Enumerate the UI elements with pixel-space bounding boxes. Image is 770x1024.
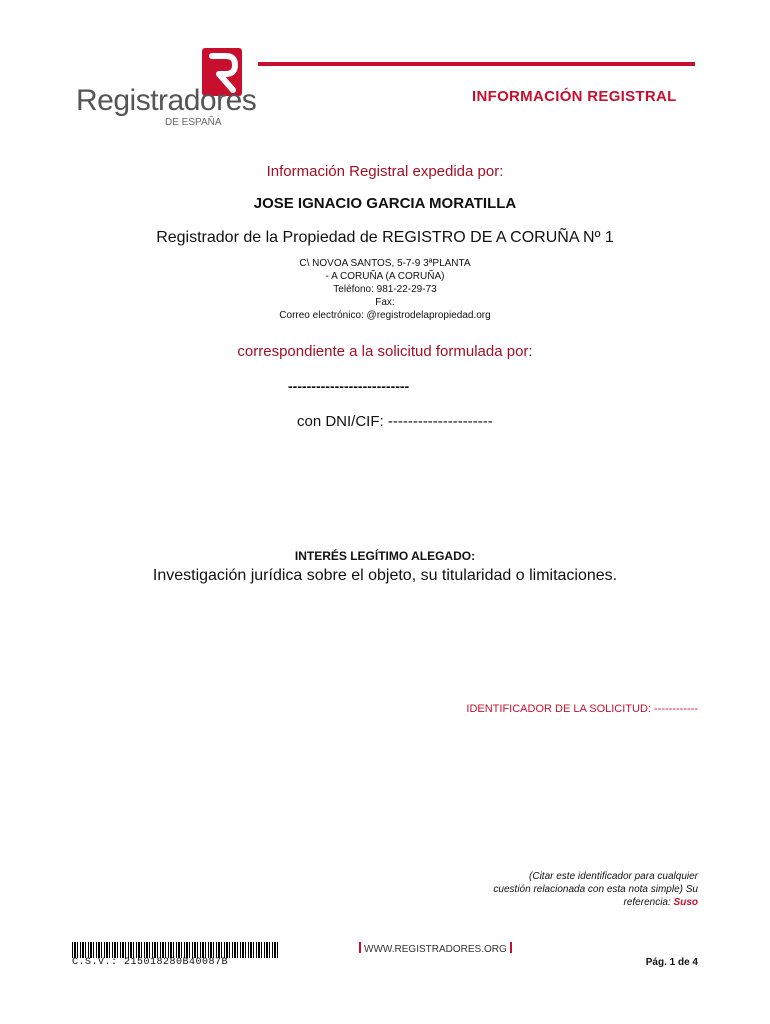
fax-line: Fax: bbox=[375, 297, 395, 308]
request-identifier: IDENTIFICADOR DE LA SOLICITUD: ------------ bbox=[466, 703, 698, 715]
address-line: C\ NOVOA SANTOS, 5-7-9 3ªPLANTA bbox=[299, 258, 471, 269]
citar-line bbox=[493, 896, 698, 909]
header-rule bbox=[258, 62, 695, 66]
citar-ref-label: referencia: bbox=[623, 897, 671, 908]
registrar-office: Registrador de la Propiedad de REGISTRO DE A CORUÑA Nº 1 bbox=[156, 229, 614, 246]
citar-note bbox=[493, 870, 698, 909]
interest-value: Investigación jurídica sobre el objeto, su titularidad o limitaciones. bbox=[152, 567, 618, 584]
issued-by-label: Información Registral expedida por: bbox=[266, 163, 504, 180]
registrar-name: JOSE IGNACIO GARCIA MORATILLA bbox=[253, 195, 517, 212]
header-title: INFORMACIÓN REGISTRAL bbox=[472, 88, 677, 105]
applicant-name: -------------------------- bbox=[288, 378, 410, 394]
applicant-dni: con DNI/CIF: --------------------- bbox=[297, 413, 493, 430]
website-footer bbox=[356, 942, 515, 955]
citar-ref-value: Suso bbox=[673, 897, 698, 908]
citar-line: (Citar este identificador para cualquier bbox=[529, 871, 698, 882]
csv-code: C.S.V.: 215018280B40087B bbox=[72, 957, 229, 968]
registry-address bbox=[0, 257, 770, 322]
citar-line: cuestión relacionada con esta nota simple) Su bbox=[493, 884, 698, 895]
logo-brand-text: Registradores bbox=[76, 84, 257, 117]
logo-sub-text: DE ESPAÑA bbox=[165, 117, 222, 128]
divider bbox=[510, 942, 512, 953]
phone-line: Teléfono: 981-22-29-73 bbox=[333, 284, 437, 295]
barcode-image bbox=[72, 942, 280, 958]
request-label: correspondiente a la solicitud formulada por: bbox=[237, 343, 533, 360]
divider bbox=[359, 942, 361, 953]
page-number: Pág. 1 de 4 bbox=[645, 957, 698, 968]
email-line: Correo electrónico: @registrodelapropiedad.org bbox=[279, 310, 491, 321]
interest-label: INTERÉS LEGÍTIMO ALEGADO: bbox=[294, 549, 476, 563]
website-link[interactable]: WWW.REGISTRADORES.ORG bbox=[364, 944, 507, 955]
address-line: - A CORUÑA (A CORUÑA) bbox=[325, 271, 445, 282]
